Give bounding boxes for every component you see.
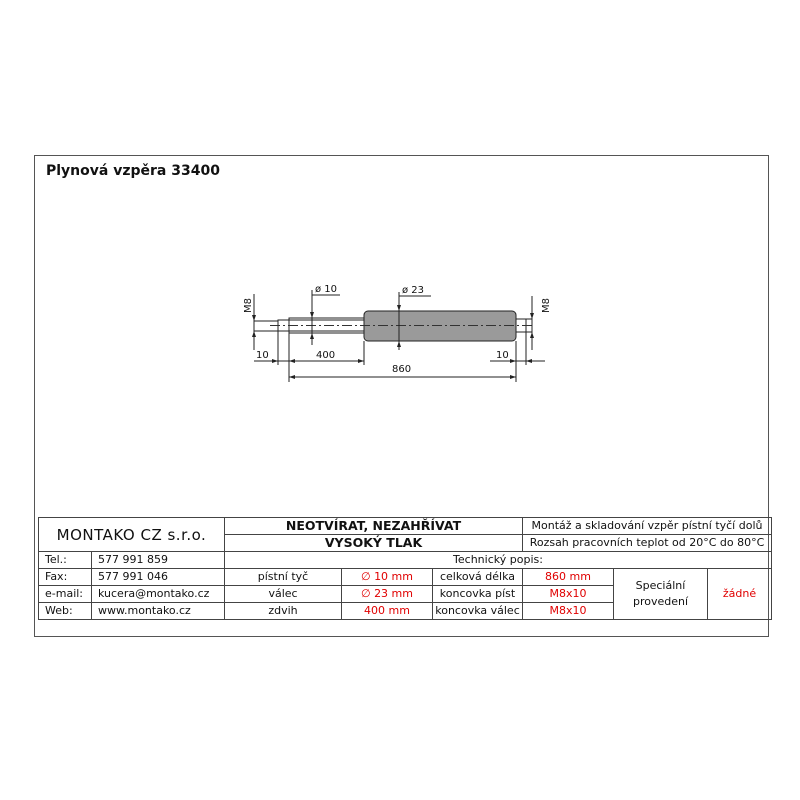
special-version-label: Speciální provedení xyxy=(614,569,708,620)
tech-header: Technický popis: xyxy=(225,552,772,569)
cylinder-diameter-label: ø 23 xyxy=(402,285,425,296)
spec-name: zdvih xyxy=(225,603,342,620)
spec-value: ∅ 23 mm xyxy=(342,586,433,603)
contact-value: 577 991 046 xyxy=(92,569,225,586)
rod-diameter-label: ø 10 xyxy=(315,284,338,295)
spec-value: 400 mm xyxy=(342,603,433,620)
contact-value: kucera@montako.cz xyxy=(92,586,225,603)
contact-label: Web: xyxy=(39,603,92,620)
special-version-value: žádné xyxy=(708,569,772,620)
spec-value: M8x10 xyxy=(523,586,614,603)
contact-label: e-mail: xyxy=(39,586,92,603)
contact-label: Tel.: xyxy=(39,552,92,569)
contact-value: www.montako.cz xyxy=(92,603,225,620)
spec-name: válec xyxy=(225,586,342,603)
drawing-title: Plynová vzpěra 33400 xyxy=(46,163,220,179)
right-thread-label: M8 xyxy=(541,298,552,313)
spec-name: pístní tyč xyxy=(225,569,342,586)
note-mounting: Montáž a skladování vzpěr pístní tyčí dolů xyxy=(523,518,772,535)
spec-value: M8x10 xyxy=(523,603,614,620)
spec-name: celková délka xyxy=(433,569,523,586)
left-end-dim: 10 xyxy=(256,350,269,361)
contact-label: Fax: xyxy=(39,569,92,586)
note-temperature: Rozsah pracovních teplot od 20°C do 80°C xyxy=(523,535,772,552)
spec-name: koncovka válec xyxy=(433,603,523,620)
warning-high-pressure: VYSOKÝ TLAK xyxy=(225,535,523,552)
spec-value: ∅ 10 mm xyxy=(342,569,433,586)
right-end-dim: 10 xyxy=(496,350,509,361)
spec-name: koncovka píst xyxy=(433,586,523,603)
total-length-dim: 860 xyxy=(392,364,412,375)
contact-value: 577 991 859 xyxy=(92,552,225,569)
title-block xyxy=(38,517,772,620)
company-name: MONTAKO CZ s.r.o. xyxy=(39,518,225,552)
stroke-dim: 400 xyxy=(316,350,336,361)
warning-do-not-open: NEOTVÍRAT, NEZAHŘÍVAT xyxy=(225,518,523,535)
left-thread-label: M8 xyxy=(243,298,254,313)
spec-value: 860 mm xyxy=(523,569,614,586)
